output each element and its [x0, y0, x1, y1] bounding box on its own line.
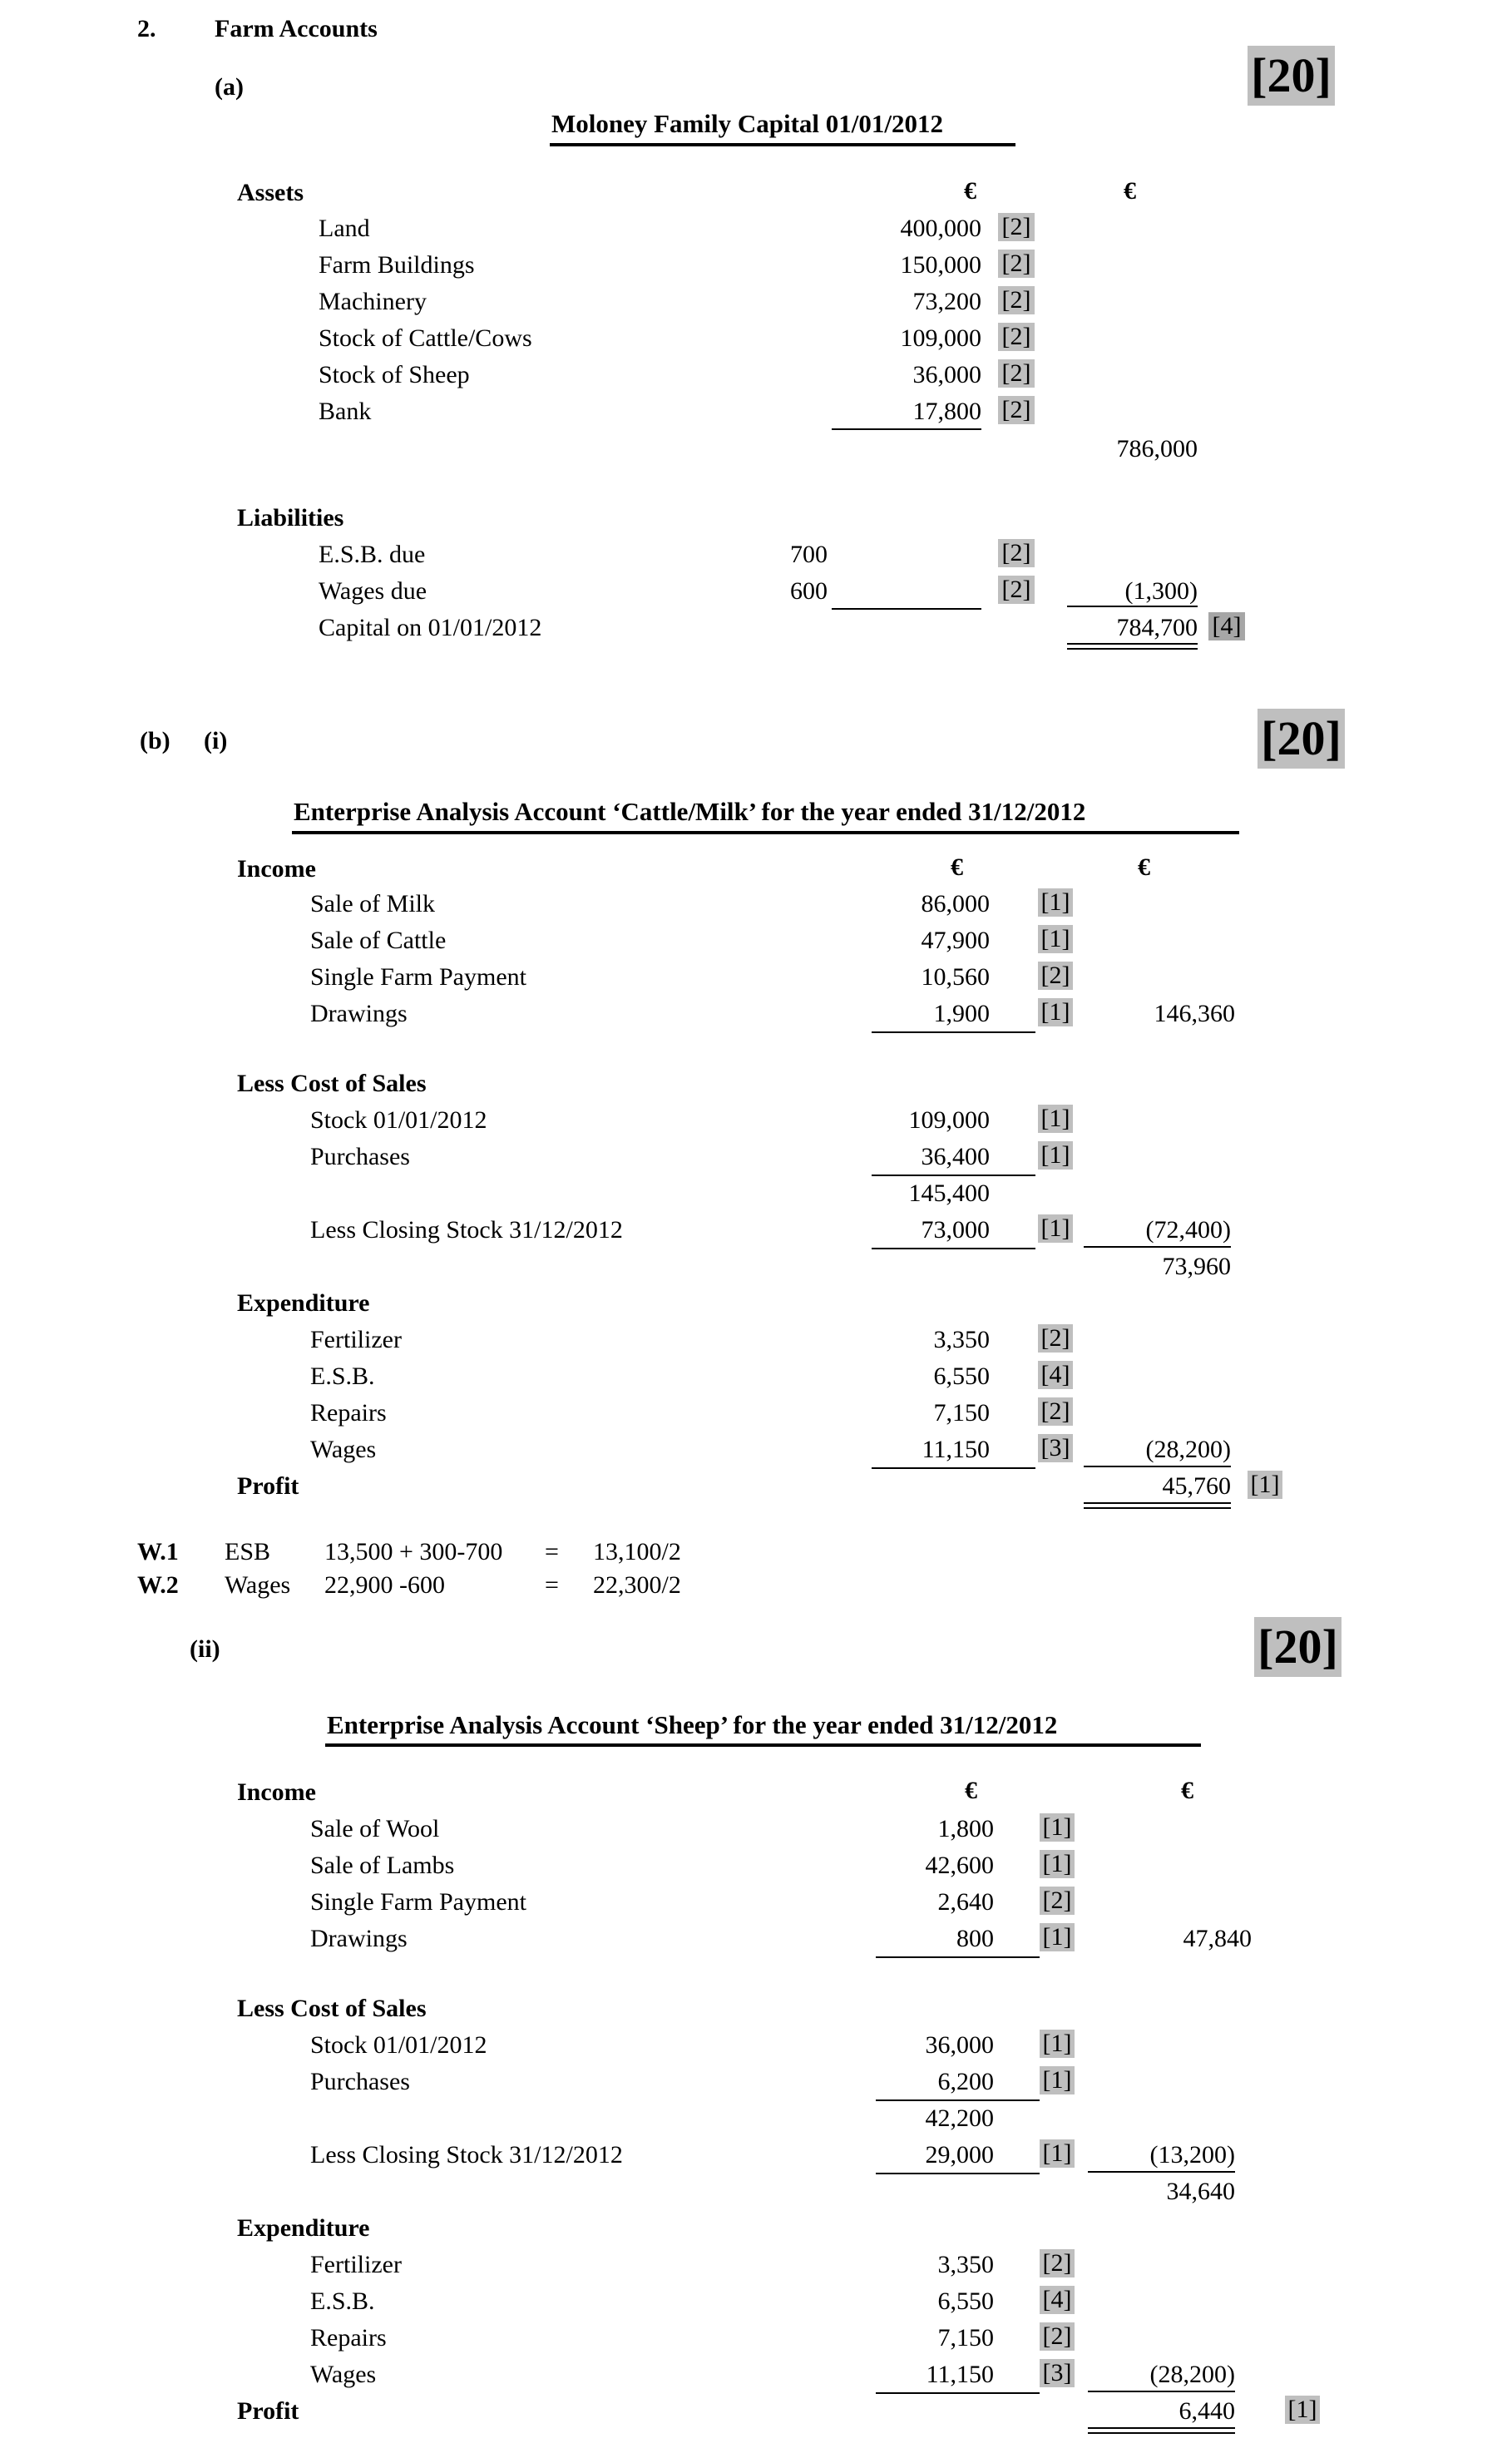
cattle-cos-heading: Less Cost of Sales: [237, 1070, 427, 1097]
expenditure-total-rule: [1084, 1466, 1231, 1467]
part-label-bii: (ii): [190, 1635, 220, 1663]
working-name: ESB: [225, 1538, 271, 1565]
gross-profit: 73,960: [1162, 1253, 1231, 1280]
liability-label: Wages due: [319, 577, 427, 605]
income-label: Sale of Cattle: [310, 927, 447, 954]
asset-amount: 400,000: [900, 215, 981, 242]
asset-label: Land: [319, 215, 370, 242]
page-title: Farm Accounts: [215, 15, 378, 42]
cattle-title-underline: [292, 831, 1239, 834]
part-label-b: (b): [140, 727, 170, 754]
expenditure-amount: 6,550: [937, 2287, 994, 2315]
working-ref: W.1: [137, 1538, 179, 1565]
cos-label: Purchases: [310, 2068, 410, 2095]
cos-total-rule: [1084, 1246, 1231, 1248]
income-amount: 800: [956, 1925, 994, 1952]
income-amount: 47,900: [921, 927, 990, 954]
expenditure-total-rule: [1088, 2391, 1235, 2392]
sheep-expenditure-heading: Expenditure: [237, 2214, 370, 2242]
sheep-cos-heading: Less Cost of Sales: [237, 1995, 427, 2022]
income-amount: 10,560: [921, 963, 990, 991]
expenditure-label: Repairs: [310, 1399, 387, 1427]
currency-header-col1: €: [965, 1777, 977, 1804]
asset-label: Stock of Cattle/Cows: [319, 324, 532, 352]
income-label: Sale of Wool: [310, 1815, 440, 1842]
income-mark: [2]: [1040, 1887, 1075, 1915]
cattle-account-title: Enterprise Analysis Account ‘Cattle/Milk’ for the year ended 31/12/2012: [294, 797, 1086, 826]
cattle-income-heading: Income: [237, 855, 316, 883]
asset-label: Stock of Sheep: [319, 361, 470, 388]
income-mark: [2]: [1038, 962, 1073, 990]
closing-stock-rule: [872, 1248, 1035, 1249]
expenditure-label: Repairs: [310, 2324, 387, 2352]
expenditure-mark: [3]: [1040, 2359, 1075, 2387]
expenditure-mark: [4]: [1038, 1361, 1073, 1389]
profit-amount: 45,760: [1162, 1472, 1231, 1500]
cos-total-rule: [1088, 2171, 1235, 2173]
income-mark: [1]: [1040, 1923, 1075, 1951]
asset-mark: [2]: [998, 286, 1035, 314]
expenditure-amount: 3,350: [937, 2251, 994, 2278]
working-calc: 13,500 + 300-700: [324, 1538, 503, 1565]
question-number: 2.: [137, 15, 156, 42]
currency-header-col2: €: [1181, 1777, 1193, 1804]
income-mark: [1]: [1038, 888, 1073, 917]
cos-total: (13,200): [1149, 2141, 1235, 2169]
income-label: Single Farm Payment: [310, 963, 526, 991]
cos-subtotal-rule: [876, 2099, 1040, 2101]
asset-label: Farm Buildings: [319, 251, 475, 279]
cattle-expenditure-heading: Expenditure: [237, 1289, 370, 1317]
sheep-income-heading: Income: [237, 1778, 316, 1806]
part-label-bi: (i): [204, 727, 228, 754]
income-subtotal-rule: [876, 1956, 1040, 1958]
income-label: Single Farm Payment: [310, 1888, 526, 1916]
expenditure-amount: 11,150: [922, 1436, 990, 1463]
asset-amount: 109,000: [900, 324, 981, 352]
asset-amount: 36,000: [912, 361, 981, 388]
income-amount: 1,800: [937, 1815, 994, 1842]
closing-stock-mark: [1]: [1038, 1214, 1073, 1243]
asset-mark: [2]: [998, 250, 1035, 278]
profit-label: Profit: [237, 2397, 299, 2425]
expenditure-mark: [4]: [1040, 2286, 1075, 2314]
closing-stock-label: Less Closing Stock 31/12/2012: [310, 1216, 623, 1244]
asset-mark: [2]: [998, 396, 1035, 424]
profit-double-rule: [1088, 2427, 1235, 2434]
income-label: Sale of Milk: [310, 890, 435, 917]
capital-mark: [4]: [1208, 612, 1245, 640]
closing-stock-label: Less Closing Stock 31/12/2012: [310, 2141, 623, 2169]
part-label-a: (a): [215, 73, 244, 101]
assets-heading: Assets: [237, 179, 304, 206]
sheep-account-title: Enterprise Analysis Account ‘Sheep’ for the year ended 31/12/2012: [327, 1710, 1058, 1739]
liabilities-total-rule: [1067, 606, 1198, 607]
expenditure-mark: [3]: [1038, 1434, 1073, 1462]
cos-amount: 109,000: [908, 1106, 990, 1134]
cos-label: Stock 01/01/2012: [310, 1106, 487, 1134]
expenditure-label: E.S.B.: [310, 1363, 375, 1390]
cos-label: Stock 01/01/2012: [310, 2031, 487, 2059]
liability-mark: [2]: [998, 576, 1035, 604]
liability-amount: 600: [790, 577, 828, 605]
currency-header-col2: €: [1124, 177, 1136, 205]
sheep-title-underline: [325, 1743, 1201, 1747]
cos-label: Purchases: [310, 1143, 410, 1170]
expenditure-mark: [2]: [1038, 1397, 1073, 1426]
profit-label: Profit: [237, 1472, 299, 1500]
expenditure-amount: 3,350: [933, 1326, 990, 1353]
expenditure-mark: [2]: [1040, 2249, 1075, 2277]
working-equals: =: [545, 1538, 559, 1565]
expenditure-subtotal-rule: [876, 2392, 1040, 2394]
expenditure-amount: 11,150: [926, 2361, 994, 2388]
income-mark: [1]: [1040, 1813, 1075, 1842]
closing-stock-amount: 73,000: [921, 1216, 990, 1244]
assets-total: 786,000: [1116, 435, 1198, 462]
cos-subtotal: 145,400: [908, 1180, 990, 1207]
marks-badge-part-bi: [20]: [1258, 709, 1345, 769]
asset-mark: [2]: [998, 323, 1035, 351]
income-label: Drawings: [310, 1925, 408, 1952]
expenditure-total: (28,200): [1145, 1436, 1231, 1463]
income-mark: [1]: [1038, 925, 1073, 953]
cos-subtotal: 42,200: [925, 2104, 994, 2132]
liability-mark: [2]: [998, 539, 1035, 567]
expenditure-label: Wages: [310, 2361, 377, 2388]
currency-header-col1: €: [951, 853, 963, 881]
expenditure-mark: [2]: [1040, 2322, 1075, 2351]
expenditure-label: Wages: [310, 1436, 377, 1463]
cos-subtotal-rule: [872, 1175, 1035, 1176]
asset-label: Machinery: [319, 288, 427, 315]
working-calc: 22,900 -600: [324, 1571, 445, 1599]
working-ref: W.2: [137, 1571, 179, 1599]
capital-total-double-rule: [1067, 643, 1198, 650]
profit-double-rule: [1084, 1502, 1231, 1509]
working-equals: =: [545, 1571, 559, 1599]
working-result: 22,300/2: [593, 1571, 681, 1599]
profit-mark: [1]: [1248, 1471, 1282, 1499]
income-total: 146,360: [1154, 1000, 1235, 1027]
liability-label: E.S.B. due: [319, 541, 426, 568]
income-amount: 42,600: [925, 1852, 994, 1879]
liability-amount: 700: [790, 541, 828, 568]
asset-amount: 73,200: [912, 288, 981, 315]
income-mark: [1]: [1038, 998, 1073, 1026]
profit-amount: 6,440: [1178, 2397, 1235, 2425]
asset-mark: [2]: [998, 359, 1035, 388]
expenditure-amount: 7,150: [933, 1399, 990, 1427]
liabilities-total: (1,300): [1124, 577, 1198, 605]
income-subtotal-rule: [872, 1031, 1035, 1033]
assets-subtotal-rule: [832, 428, 981, 430]
currency-header-col2: €: [1138, 853, 1150, 881]
cos-mark: [1]: [1040, 2030, 1075, 2058]
cos-mark: [1]: [1038, 1141, 1073, 1170]
gross-profit: 34,640: [1166, 2178, 1235, 2205]
income-label: Sale of Lambs: [310, 1852, 455, 1879]
cos-amount: 6,200: [937, 2068, 994, 2095]
expenditure-amount: 6,550: [933, 1363, 990, 1390]
expenditure-subtotal-rule: [872, 1467, 1035, 1469]
asset-amount: 150,000: [900, 251, 981, 279]
expenditure-label: Fertilizer: [310, 2251, 402, 2278]
currency-header-col1: €: [964, 177, 976, 205]
cos-mark: [1]: [1040, 2066, 1075, 2094]
closing-stock-rule: [876, 2173, 1040, 2174]
asset-amount: 17,800: [912, 398, 981, 425]
liabilities-heading: Liabilities: [237, 504, 344, 532]
cos-total: (72,400): [1145, 1216, 1231, 1244]
income-amount: 86,000: [921, 890, 990, 917]
capital-label: Capital on 01/01/2012: [319, 614, 542, 641]
marks-badge-part-a: [20]: [1248, 46, 1335, 106]
income-amount: 1,900: [933, 1000, 990, 1027]
asset-label: Bank: [319, 398, 372, 425]
cos-amount: 36,000: [925, 2031, 994, 2059]
liabilities-subtotal-rule: [832, 608, 981, 610]
profit-mark: [1]: [1285, 2396, 1320, 2424]
income-mark: [1]: [1040, 1850, 1075, 1878]
income-amount: 2,640: [937, 1888, 994, 1916]
expenditure-label: E.S.B.: [310, 2287, 375, 2315]
marks-badge-part-bii: [20]: [1254, 1617, 1342, 1677]
expenditure-label: Fertilizer: [310, 1326, 402, 1353]
closing-stock-amount: 29,000: [925, 2141, 994, 2169]
expenditure-amount: 7,150: [937, 2324, 994, 2352]
closing-stock-mark: [1]: [1040, 2139, 1075, 2168]
capital-amount: 784,700: [1116, 614, 1198, 641]
expenditure-mark: [2]: [1038, 1324, 1073, 1353]
capital-statement-title: Moloney Family Capital 01/01/2012: [551, 109, 944, 138]
cos-amount: 36,400: [921, 1143, 990, 1170]
income-total: 47,840: [1183, 1925, 1252, 1952]
asset-mark: [2]: [998, 213, 1035, 241]
cos-mark: [1]: [1038, 1105, 1073, 1133]
expenditure-total: (28,200): [1149, 2361, 1235, 2388]
income-label: Drawings: [310, 1000, 408, 1027]
title-underline: [550, 143, 1015, 146]
working-name: Wages: [225, 1571, 291, 1599]
working-result: 13,100/2: [593, 1538, 681, 1565]
